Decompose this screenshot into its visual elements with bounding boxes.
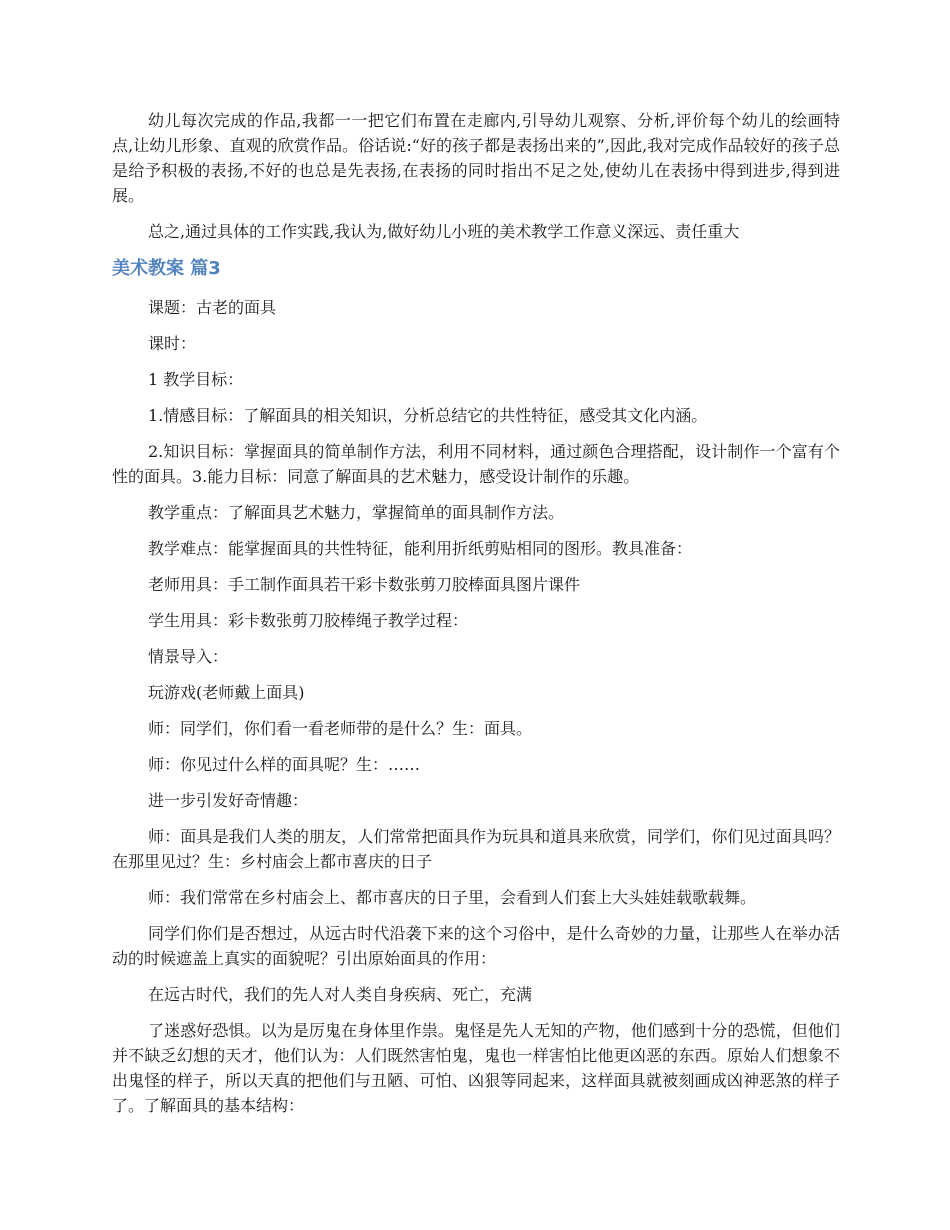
- game-paragraph: 玩游戏(老师戴上面具): [148, 683, 305, 702]
- dialogue-3: 师：面具是我们人类的朋友，人们常常把面具作为玩具和道具来欣赏，同学们，你们见过面具吗？在那里见过？生：乡村庙会上都市喜庆的日子: [112, 827, 840, 871]
- emotional-goal: 1.情感目标：了解面具的相关知识，分析总结它的共性特征，感受其文化内涵。: [148, 406, 708, 425]
- dialogue-1: 师：同学们，你们看一看老师带的是什么？生：面具。: [148, 719, 533, 738]
- mask-origin-paragraph: 了迷惑好恐惧。以为是厉鬼在身体里作祟。鬼怪是先人无知的产物，他们感到十分的恐慌，但他们并不缺乏幻想的天才，他们认为：人们既然害怕鬼，鬼也一样害怕比他更凶恶的东西。原始人们想象不出鬼怪的样子，所以天真的把他们与丑陋、可怕、凶狠等同起来，这样面具就被刻画成凶神恶煞的样子了。了解面具的基本结构：: [112, 1021, 840, 1115]
- ancient-times-paragraph: 在远古时代，我们的先人对人类自身疾病、死亡，充满: [148, 985, 533, 1004]
- lesson-title: 课题：古老的面具: [148, 298, 277, 317]
- dialogue-2: 师：你见过什么样的面具呢？生：……: [148, 755, 421, 774]
- intro-paragraph-1: 幼儿每次完成的作品,我都一一把它们布置在走廊内,引导幼儿观察、分析,评价每个幼儿的绘画特点,让幼儿形象、直观的欣赏作品。俗话说:“好的孩子都是表扬出来的”,因此,我对完成作品较好的孩子总是给予积极的表扬,不好的也总是先表扬,在表扬的同时指出不足之处,使幼儿在表扬中得到进步,得到进展。: [112, 111, 840, 205]
- teacher-materials: 老师用具：手工制作面具若干彩卡数张剪刀胶棒面具图片课件: [148, 575, 581, 594]
- question-paragraph: 同学们你们是否想过，从远古时代沿袭下来的这个习俗中，是什么奇妙的力量，让那些人在举办活动的时候遮盖上真实的面貌呢？引出原始面具的作用：: [112, 924, 840, 968]
- teaching-focus: 教学重点：了解面具艺术魅力，掌握简单的面具制作方法。: [148, 503, 565, 522]
- lesson-hours: 课时：: [148, 334, 197, 353]
- curiosity-label: 进一步引发好奇情趣：: [148, 791, 309, 810]
- intro-paragraph-2: 总之,通过具体的工作实践,我认为,做好幼儿小班的美术教学工作意义深远、责任重大: [148, 222, 740, 241]
- document-page: [112, 108, 840, 1129]
- student-materials: 学生用具：彩卡数张剪刀胶棒绳子教学过程：: [148, 611, 469, 630]
- section-heading: 美术教案 篇3: [112, 258, 221, 279]
- scene-intro-label: 情景导入：: [148, 647, 229, 666]
- dialogue-4: 师：我们常常在乡村庙会上、都市喜庆的日子里，会看到人们套上大头娃娃载歌载舞。: [148, 888, 757, 907]
- teaching-goals-label: 1 教学目标：: [148, 370, 244, 389]
- teaching-difficulty: 教学难点：能掌握面具的共性特征，能利用折纸剪贴相同的图形。教具准备：: [148, 539, 693, 558]
- knowledge-goal: 2.知识目标：掌握面具的简单制作方法，利用不同材料，通过颜色合理搭配，设计制作一个富有个性的面具。3.能力目标：同意了解面具的艺术魅力，感受设计制作的乐趣。: [112, 442, 840, 486]
